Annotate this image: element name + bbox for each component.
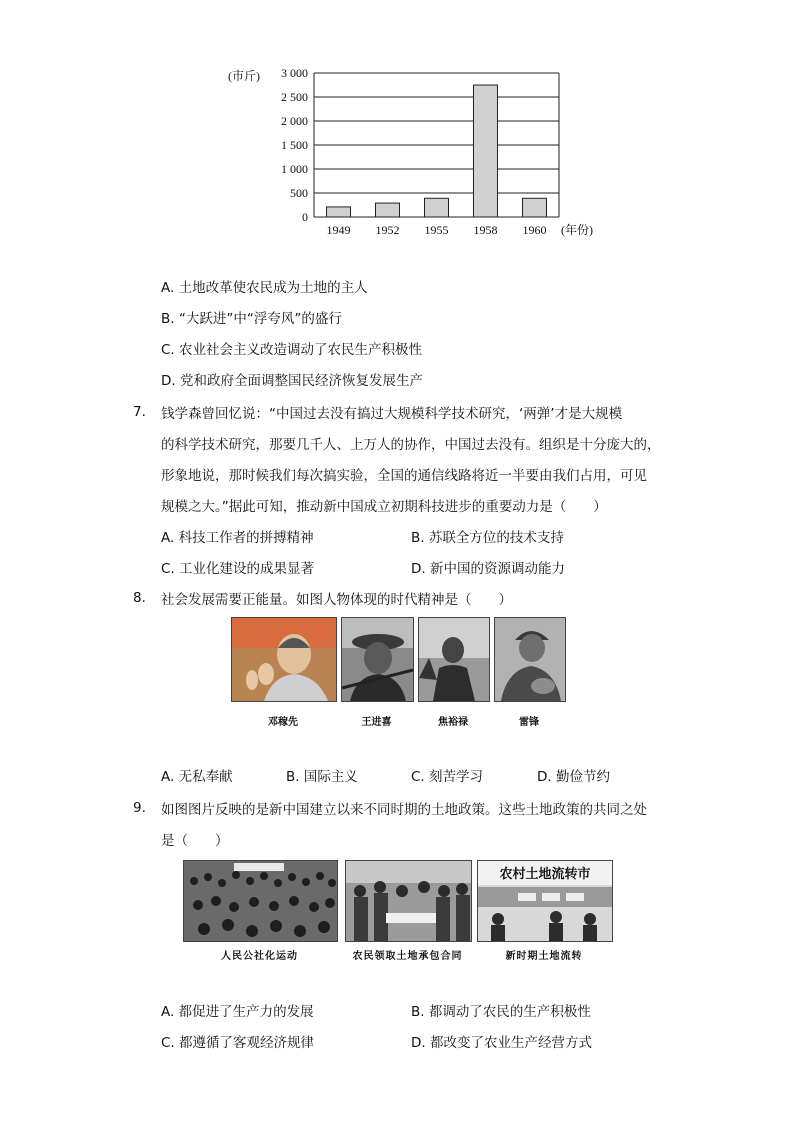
photo-land-contract bbox=[345, 860, 472, 942]
q9-stem-line-2: 是（ ） bbox=[161, 833, 229, 849]
grain-per-capita-chart bbox=[226, 60, 593, 245]
photo-land-transfer bbox=[477, 860, 613, 942]
q7-stem-line-4: 规模之大。”据此可知，推动新中国成立初期科技进步的重要动力是（ ） bbox=[161, 499, 607, 515]
q8-option-b[interactable]: B. 国际主义 bbox=[286, 769, 358, 785]
y-axis-label: (市斤) bbox=[228, 69, 260, 83]
y-tick-label: 2 500 bbox=[281, 90, 308, 104]
x-tick-label: 1952 bbox=[375, 223, 400, 237]
photo-peoples-commune bbox=[183, 860, 338, 942]
bar-1960 bbox=[523, 198, 547, 217]
portrait-lei-feng bbox=[494, 617, 566, 702]
bar-1949 bbox=[327, 207, 351, 217]
portrait-wang-jinxi bbox=[341, 617, 414, 702]
q7-stem-line-2: 的科学技术研究，那要几千人、上万人的协作，中国过去没有。组织是十分庞大的， bbox=[161, 437, 661, 453]
y-tick-label: 1 500 bbox=[281, 138, 308, 152]
portrait-jiao-yulu bbox=[418, 617, 490, 702]
x-tick-label: 1958 bbox=[473, 223, 498, 237]
q7-option-a[interactable]: A. 科技工作者的拼搏精神 bbox=[161, 530, 314, 546]
q8-option-c[interactable]: C. 刻苦学习 bbox=[411, 769, 484, 785]
caption-peoples-commune: 人民公社化运动 bbox=[221, 951, 298, 962]
q9-option-a[interactable]: A. 都促进了生产力的发展 bbox=[161, 1004, 314, 1020]
q9-stem-line-1: 如图图片反映的是新中国建立以来不同时期的土地政策。这些土地政策的共同之处 bbox=[161, 802, 647, 818]
q8-option-a[interactable]: A. 无私奉献 bbox=[161, 769, 233, 785]
q8-stem: 社会发展需要正能量。如图人物体现的时代精神是（ ） bbox=[161, 592, 512, 608]
bar-1958 bbox=[474, 85, 498, 217]
q7-stem-line-1: 钱学森曾回忆说：“中国过去没有搞过大规模科学技术研究，‘两弹’才是大规模 bbox=[161, 406, 623, 422]
caption-wang-jinxi: 王进喜 bbox=[361, 717, 392, 728]
caption-jiao-yulu: 焦裕禄 bbox=[438, 717, 468, 728]
q7-option-c[interactable]: C. 工业化建设的成果显著 bbox=[161, 561, 315, 577]
sign-text: 农村土地流转市 bbox=[499, 867, 591, 882]
caption-land-contract: 农民领取土地承包合同 bbox=[352, 951, 463, 962]
q9-number: 9. bbox=[133, 800, 146, 816]
q6-option-d[interactable]: D. 党和政府全面调整国民经济恢复发展生产 bbox=[161, 373, 423, 389]
q9-option-d[interactable]: D. 都改变了农业生产经营方式 bbox=[411, 1035, 592, 1051]
q7-number: 7. bbox=[133, 404, 146, 420]
caption-land-transfer: 新时期土地流转 bbox=[505, 951, 583, 962]
q6-option-b[interactable]: B. “大跃进”中“浮夸风”的盛行 bbox=[161, 311, 342, 327]
q6-option-c[interactable]: C. 农业社会主义改造调动了农民生产积极性 bbox=[161, 342, 423, 358]
x-tick-label: 1949 bbox=[326, 223, 351, 237]
bar-chart bbox=[226, 60, 593, 245]
y-tick-label: 3 000 bbox=[281, 66, 308, 80]
bar-1952 bbox=[376, 203, 400, 217]
y-tick-label: 1 000 bbox=[281, 162, 308, 176]
q7-option-d[interactable]: D. 新中国的资源调动能力 bbox=[411, 561, 565, 577]
q9-option-b[interactable]: B. 都调动了农民的生产积极性 bbox=[411, 1004, 591, 1020]
q9-option-c[interactable]: C. 都遵循了客观经济规律 bbox=[161, 1035, 315, 1051]
bar-1955 bbox=[425, 198, 449, 217]
caption-lei-feng: 雷锋 bbox=[519, 717, 539, 728]
x-tick-label: 1960 bbox=[522, 223, 547, 237]
q6-option-a[interactable]: A. 土地改革使农民成为土地的主人 bbox=[161, 280, 368, 296]
portrait-deng-jiaxian bbox=[231, 617, 337, 702]
x-axis-label: (年份) bbox=[561, 223, 593, 237]
q7-stem-line-3: 形象地说，那时候我们每次搞实验，全国的通信线路将近一半要由我们占用，可见 bbox=[161, 468, 647, 484]
caption-deng-jiaxian: 邓稼先 bbox=[268, 717, 298, 728]
q7-option-b[interactable]: B. 苏联全方位的技术支持 bbox=[411, 530, 564, 546]
q8-number: 8. bbox=[133, 590, 146, 606]
y-tick-label: 2 000 bbox=[281, 114, 308, 128]
x-tick-label: 1955 bbox=[424, 223, 449, 237]
y-tick-label: 500 bbox=[290, 186, 308, 200]
q8-option-d[interactable]: D. 勤俭节约 bbox=[537, 769, 610, 785]
y-tick-label: 0 bbox=[302, 210, 308, 224]
